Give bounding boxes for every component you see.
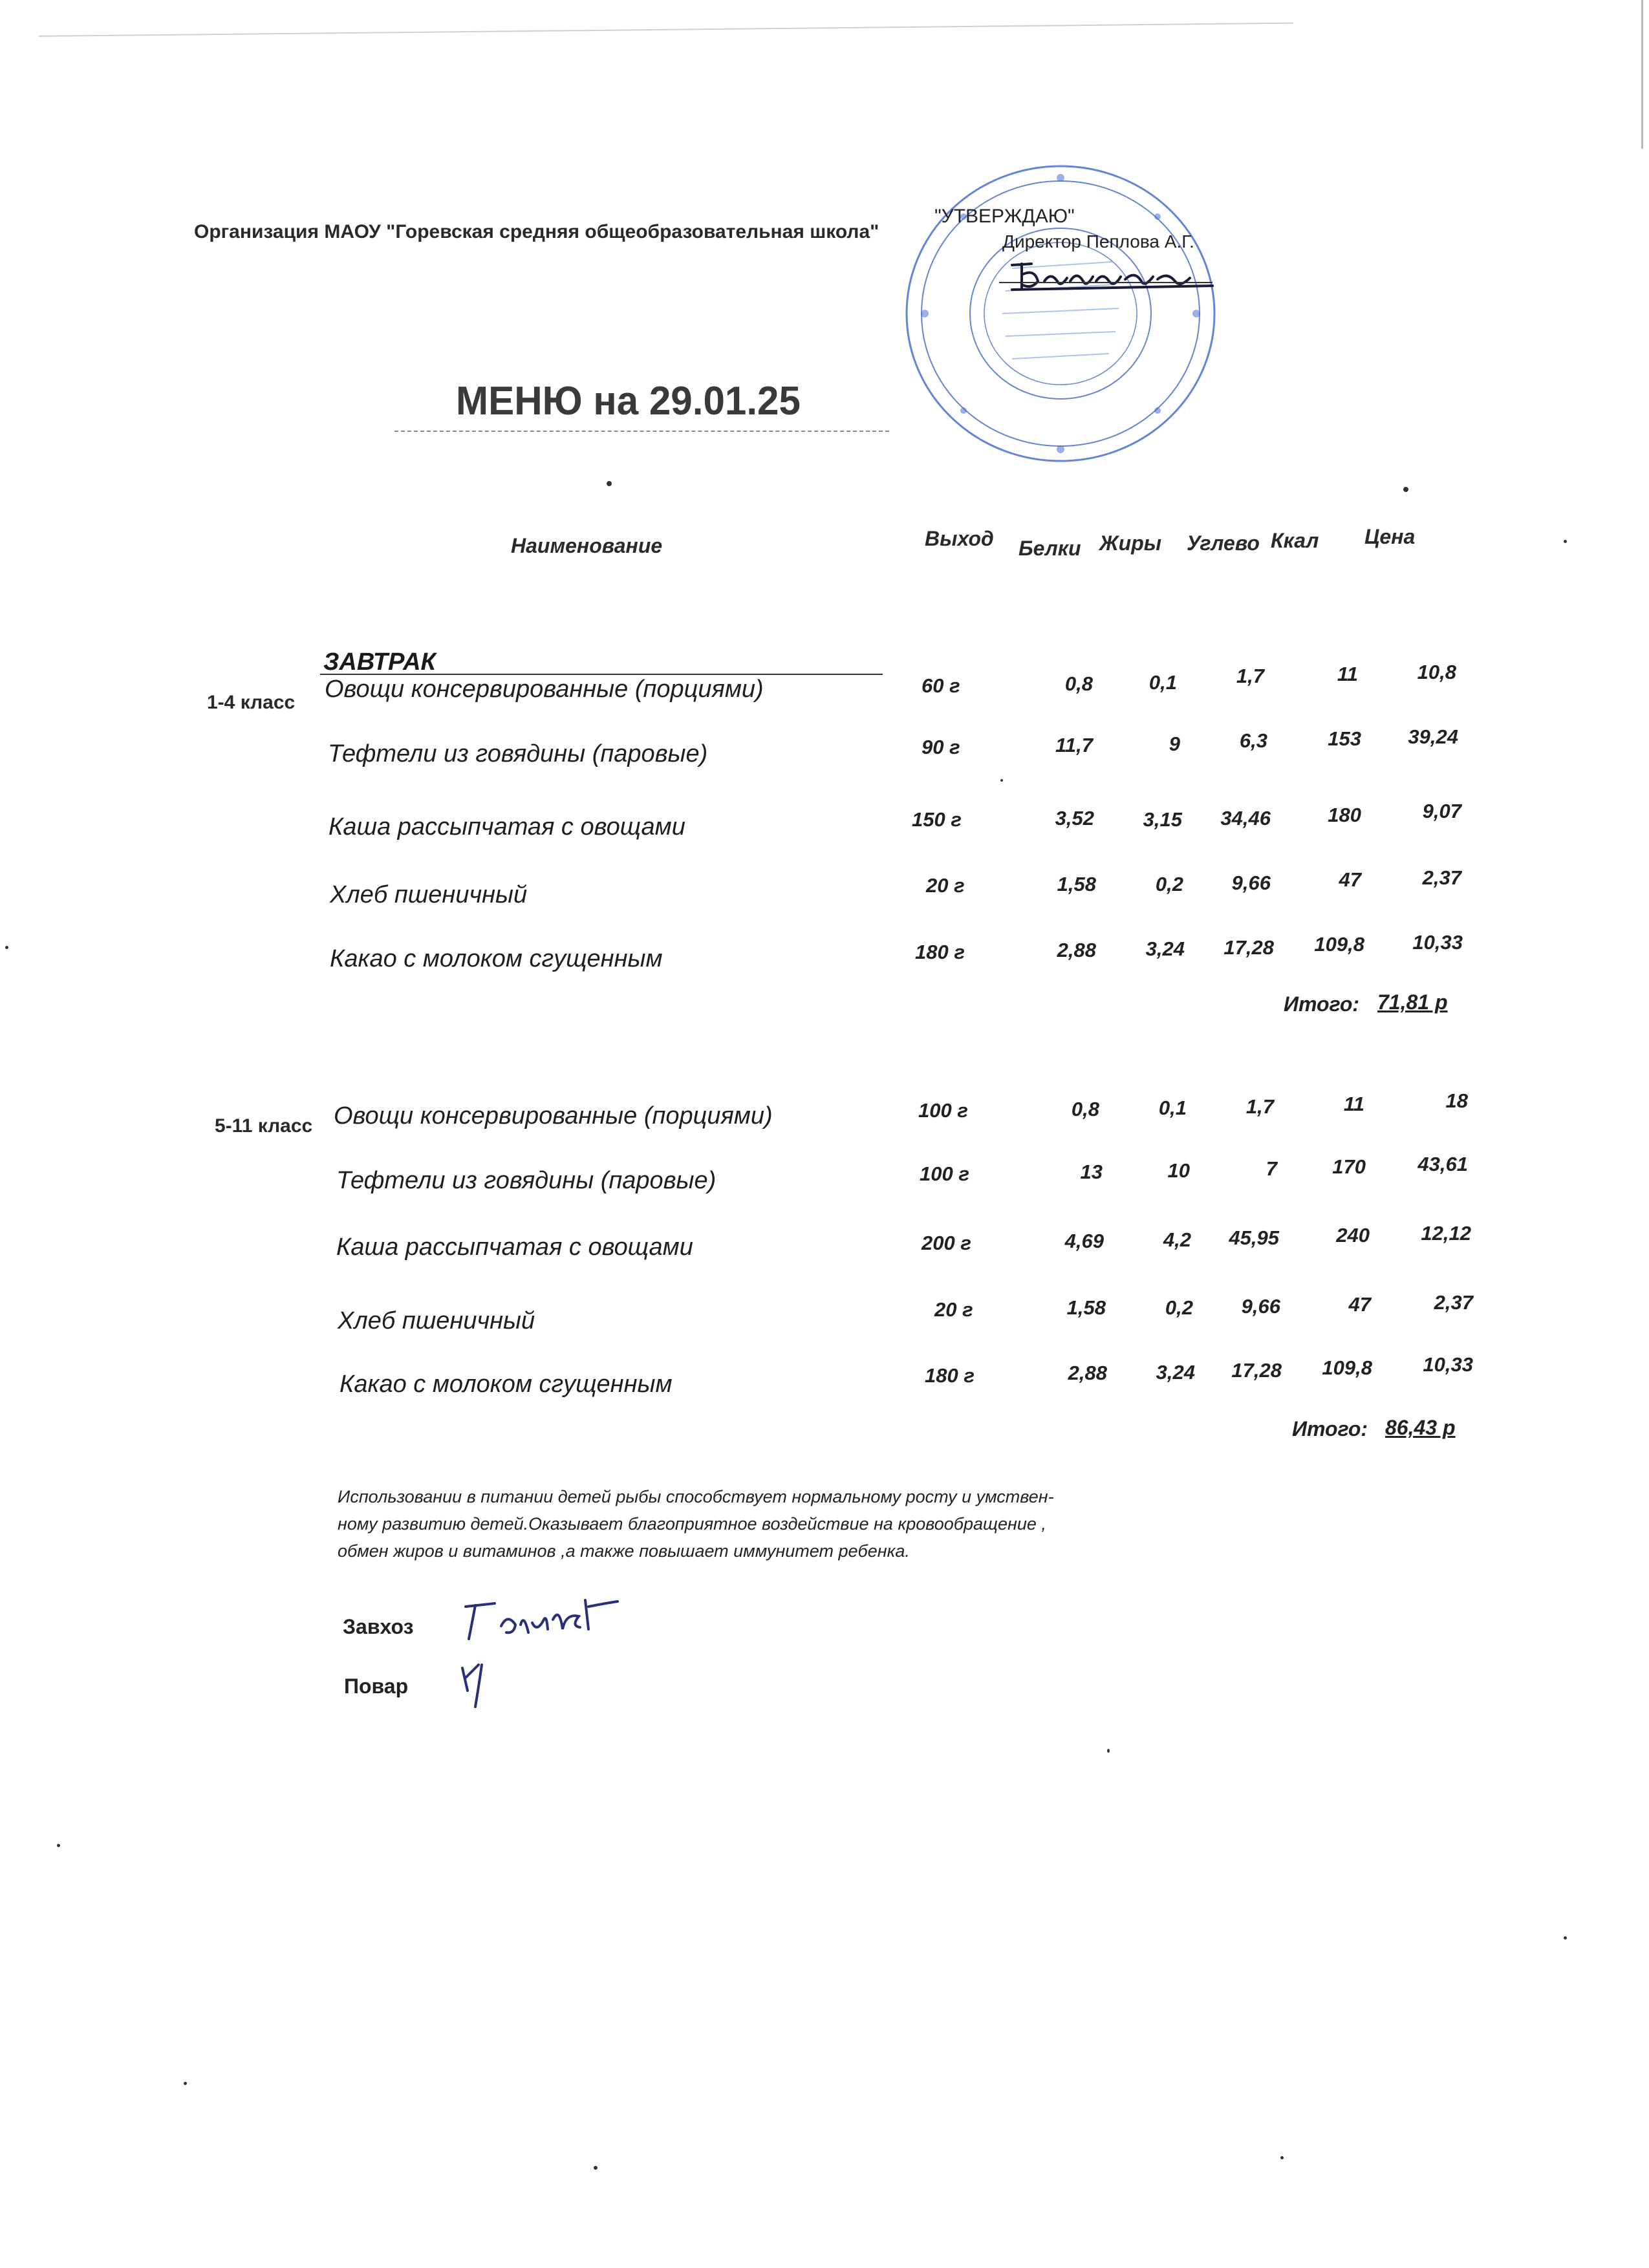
dish-carbs: 17,28	[1231, 1359, 1282, 1382]
scan-speck	[1000, 779, 1003, 782]
dish-kcal: 153	[1328, 727, 1361, 750]
dish-yield: 20 г	[926, 874, 965, 897]
scan-speck	[607, 481, 612, 486]
dish-price: 10,33	[1412, 931, 1463, 954]
dish-kcal: 11	[1337, 663, 1358, 685]
dish-proteins: 13	[1080, 1161, 1103, 1183]
col-price-header: Цена	[1364, 525, 1416, 548]
director-signature	[1006, 252, 1219, 297]
dish-carbs: 6,3	[1239, 729, 1267, 752]
dish-yield: 100 г	[920, 1162, 969, 1185]
dish-price: 18	[1445, 1089, 1468, 1112]
dish-fats: 3,24	[1145, 937, 1185, 960]
scan-speck	[57, 1844, 60, 1847]
dish-carbs: 9,66	[1241, 1295, 1280, 1318]
scan-speck	[1107, 1749, 1110, 1753]
dish-name: Тефтели из говядины (паровые)	[336, 1167, 717, 1194]
dish-name: Какао с молоком сгущенным	[330, 945, 663, 972]
dish-fats: 0,2	[1165, 1296, 1193, 1319]
dish-proteins: 1,58	[1057, 873, 1096, 895]
dish-proteins: 11,7	[1055, 734, 1093, 756]
col-carbs-header: Углево	[1187, 531, 1260, 555]
total-label: Итого:	[1292, 1417, 1368, 1440]
dish-proteins: 3,52	[1055, 807, 1094, 829]
scan-edge-right	[1641, 0, 1643, 149]
dish-fats: 3,15	[1143, 808, 1182, 831]
dish-name: Овощи консервированные (порциями)	[334, 1102, 773, 1129]
dish-proteins: 2,88	[1057, 939, 1096, 961]
dish-fats: 3,24	[1156, 1361, 1195, 1384]
dish-carbs: 1,7	[1245, 1095, 1274, 1118]
scan-speck	[5, 946, 8, 949]
dish-name: Каша рассыпчатая с овощами	[336, 1234, 693, 1261]
page-title: МЕНЮ на 29.01.25	[456, 379, 801, 423]
col-yield-header: Выход	[925, 527, 994, 550]
dish-carbs: 17,28	[1223, 936, 1274, 959]
dish-yield: 150 г	[912, 808, 962, 831]
dish-price: 10,33	[1423, 1353, 1473, 1376]
title-underline	[394, 431, 889, 432]
dish-kcal: 109,8	[1314, 933, 1364, 956]
dish-fats: 9	[1169, 733, 1180, 755]
col-fats-header: Жиры	[1099, 531, 1162, 555]
approval-heading: "УТВЕРЖДАЮ"	[934, 206, 1075, 227]
organization-name: Организация МАОУ "Горевская средняя общеобразовательная школа"	[194, 221, 879, 242]
dish-price: 43,61	[1417, 1153, 1468, 1175]
class-label-1-4: 1-4 класс	[207, 692, 296, 713]
note-line: обмен жиров и витаминов ,а также повышает иммунитет ребенка.	[338, 1541, 910, 1561]
dish-price: 9,07	[1422, 800, 1461, 822]
dish-kcal: 47	[1348, 1293, 1371, 1316]
dish-fats: 0,1	[1158, 1097, 1187, 1119]
dish-yield: 200 г	[921, 1232, 971, 1254]
dish-proteins: 0,8	[1071, 1098, 1099, 1120]
dish-proteins: 4,69	[1064, 1230, 1104, 1252]
dish-yield: 180 г	[925, 1364, 975, 1387]
class-label-5-11: 5-11 класс	[215, 1115, 313, 1137]
note-line: ному развитию детей.Оказывает благоприятное воздействие на кровообращение ,	[338, 1514, 1046, 1534]
dish-kcal: 180	[1328, 804, 1361, 826]
total-label: Итого:	[1284, 992, 1360, 1016]
total-value: 86,43 р	[1385, 1416, 1456, 1439]
col-proteins-header: Белки	[1018, 537, 1081, 560]
dish-name: Каша рассыпчатая с овощами	[329, 813, 685, 840]
dish-yield: 90 г	[921, 736, 960, 758]
dish-fats: 10	[1167, 1159, 1190, 1182]
scan-speck	[1280, 2156, 1284, 2159]
dish-kcal: 47	[1339, 868, 1361, 891]
dish-proteins: 2,88	[1068, 1362, 1107, 1384]
signature-line	[999, 282, 1212, 283]
meal-title: ЗАВТРАК	[323, 648, 436, 676]
dish-fats: 0,1	[1148, 671, 1177, 694]
dish-price: 39,24	[1408, 725, 1458, 748]
storekeeper-label: Завхоз	[343, 1615, 414, 1638]
dish-kcal: 240	[1336, 1224, 1370, 1246]
dish-fats: 4,2	[1163, 1228, 1191, 1251]
col-kcal-header: Ккал	[1271, 529, 1319, 552]
dish-price: 2,37	[1434, 1291, 1473, 1314]
storekeeper-signature	[456, 1594, 624, 1652]
scan-speck	[594, 2166, 598, 2170]
total-value: 71,81 р	[1377, 990, 1448, 1014]
scan-speck	[1564, 540, 1567, 543]
dish-price: 12,12	[1421, 1222, 1471, 1245]
dish-yield: 20 г	[934, 1298, 973, 1321]
scan-speck	[1403, 487, 1408, 492]
dish-yield: 100 г	[918, 1099, 968, 1122]
note-line: Использовании в питании детей рыбы способствует нормальному росту и умствен-	[338, 1487, 1054, 1506]
dish-name: Хлеб пшеничный	[338, 1307, 535, 1334]
dish-kcal: 11	[1343, 1093, 1364, 1115]
scan-speck	[184, 2082, 187, 2085]
cook-label: Повар	[344, 1674, 409, 1698]
director-name: Директор Пеплова А.Г.	[1002, 231, 1194, 251]
dish-carbs: 7	[1266, 1157, 1277, 1180]
dish-price: 10,8	[1417, 661, 1456, 683]
col-name-header: Наименование	[511, 534, 663, 557]
dish-name: Овощи консервированные (порциями)	[325, 676, 764, 703]
dish-fats: 0,2	[1155, 873, 1183, 895]
dish-carbs: 9,66	[1231, 872, 1271, 894]
dish-name: Хлеб пшеничный	[330, 881, 528, 908]
scan-edge-line	[39, 23, 1293, 37]
official-stamp	[899, 158, 1222, 469]
meal-underline	[320, 674, 883, 675]
dish-carbs: 45,95	[1229, 1226, 1279, 1249]
scan-speck	[1564, 1936, 1567, 1940]
dish-yield: 60 г	[921, 674, 960, 697]
dish-carbs: 1,7	[1236, 665, 1264, 687]
dish-kcal: 170	[1332, 1155, 1366, 1178]
dish-proteins: 1,58	[1066, 1296, 1106, 1319]
dish-name: Тефтели из говядины (паровые)	[328, 740, 708, 767]
dish-price: 2,37	[1422, 866, 1461, 889]
dish-carbs: 34,46	[1220, 807, 1271, 829]
dish-proteins: 0,8	[1064, 672, 1093, 695]
dish-yield: 180 г	[915, 941, 965, 963]
dish-name: Какао с молоком сгущенным	[339, 1371, 673, 1398]
cook-signature	[456, 1658, 514, 1710]
dish-kcal: 109,8	[1322, 1356, 1372, 1379]
